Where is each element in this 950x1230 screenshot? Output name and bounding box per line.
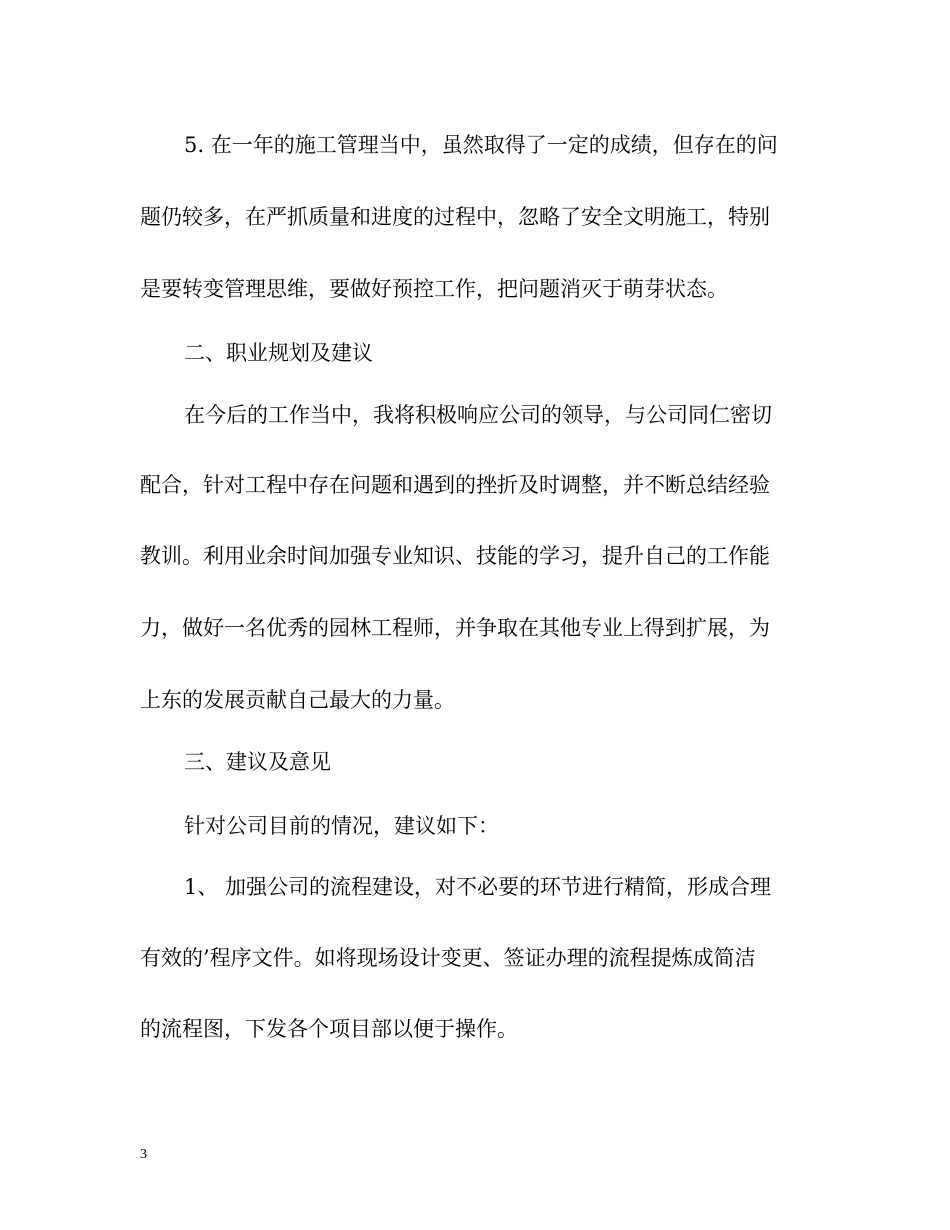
paragraph-5-line-2: 题仍较多，在严抓质量和进度的过程中，忽略了安全文明施工，特别 <box>140 205 770 229</box>
paragraph-5-line-3: 是要转变管理思维，要做好预控工作，把问题消灭于萌芽状态。 <box>140 277 728 301</box>
section-heading-career-plan: 二、职业规划及建议 <box>184 341 373 365</box>
list-item-1-line-2: 有效的’程序文件。如将现场设计变更、签证办理的流程提炼成简洁 <box>140 946 756 970</box>
paragraph-career-line-2: 配合，针对工程中存在问题和遇到的挫折及时调整，并不断总结经验 <box>140 473 770 497</box>
section-heading-suggestions: 三、建议及意见 <box>184 750 331 774</box>
paragraph-career-line-3: 教训。利用业余时间加强专业知识、技能的学习，提升自己的工作能 <box>140 544 770 568</box>
paragraph-career-line-1: 在今后的工作当中，我将积极响应公司的领导，与公司同仁密切 <box>184 403 772 427</box>
list-item-1-line-1: 1、 加强公司的流程建设，对不必要的环节进行精简，形成合理 <box>184 875 772 899</box>
paragraph-career-line-4: 力，做好一名优秀的园林工程师，并争取在其他专业上得到扩展，为 <box>140 616 770 640</box>
paragraph-career-line-5: 上东的发展贡献自己最大的力量。 <box>140 688 455 712</box>
page-number: 3 <box>140 1147 147 1162</box>
paragraph-5-line-1: 5. 在一年的施工管理当中，虽然取得了一定的成绩，但存在的问 <box>184 133 778 157</box>
paragraph-intro: 针对公司目前的情况，建议如下： <box>184 814 499 838</box>
list-item-1-line-3: 的流程图，下发各个项目部以便于操作。 <box>140 1017 518 1041</box>
